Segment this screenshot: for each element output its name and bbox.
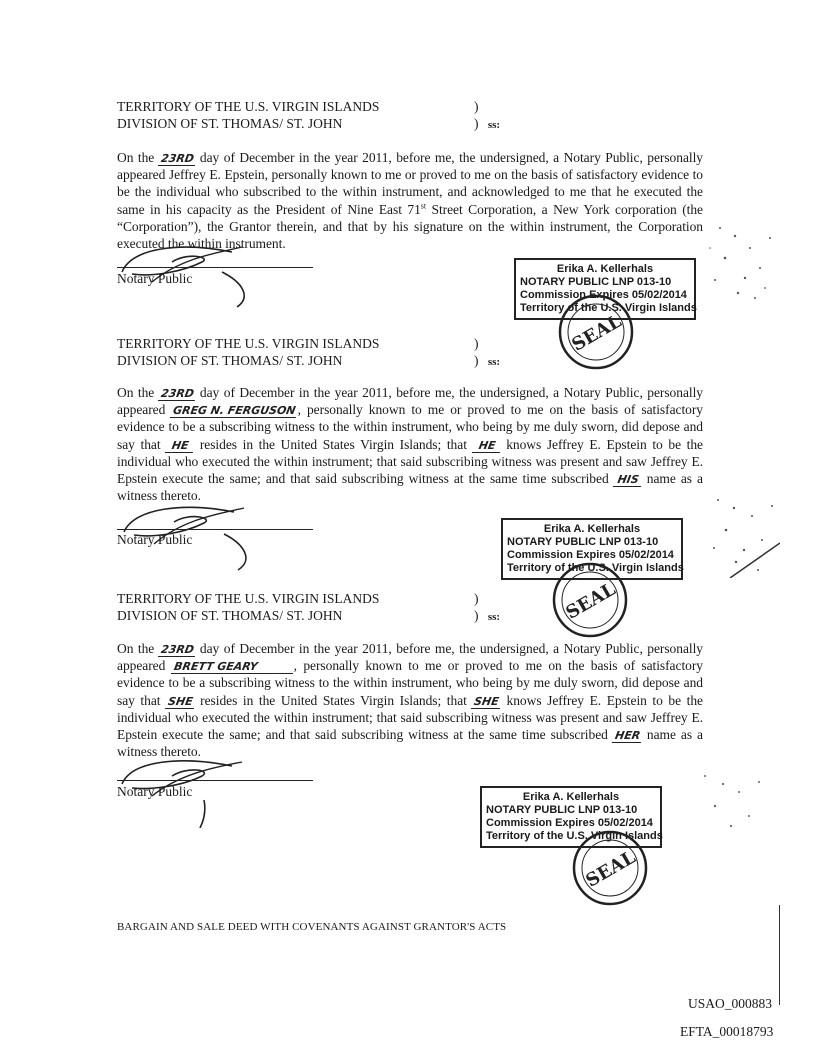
venue-territory: TERRITORY OF THE U.S. VIRGIN ISLANDS: [117, 591, 380, 606]
venue-territory: TERRITORY OF THE U.S. VIRGIN ISLANDS: [117, 336, 380, 351]
stamp-name: Erika A. Kellerhals: [556, 263, 654, 275]
handwritten-day: 23RD: [158, 644, 197, 657]
scan-edge-line: [779, 905, 780, 1005]
efta-number: EFTA_00018793: [680, 1024, 774, 1039]
para-text: name as a witness thereto.: [117, 727, 703, 760]
para-text: name as a witness thereto.: [117, 471, 703, 504]
para-text: Street Corporation, a New York corporation (the “Corporation”), the Grantor therein, and that by his signature on the within instrument, the Corporation executed the within instrument.: [117, 201, 703, 252]
handwritten-pronoun: SHE: [471, 696, 502, 709]
para-text: day of December in the year 2011, before me, the undersigned, a Notary Public, personally appeared: [117, 385, 703, 418]
acknowledgment-paragraph-1: [117, 149, 703, 252]
para-text: On the: [117, 150, 159, 165]
stamp-smudge-2: [690, 488, 780, 578]
notary-public-label-3: Notary Public: [117, 784, 193, 799]
witness-paragraph-1: [117, 384, 703, 504]
para-text: knows Jeffrey E. Epstein to be the individual who executed the within instrument; that said subscribing witness was present and saw Jeffrey E. Epstein execute the same; and that said subscribing witness at the same time subscribed: [117, 436, 703, 487]
stamp-name: Erika A. Kellerhals: [522, 791, 620, 803]
handwritten-pronoun: SHE: [165, 696, 196, 709]
para-text: resides in the United States Virgin Islands; that: [194, 436, 473, 452]
notary-seal-1: [556, 292, 636, 372]
handwritten-day: 23RD: [158, 388, 197, 401]
ss-label: ss:: [487, 611, 501, 623]
handwritten-witness-name: GREG N. FERGUSON: [170, 405, 299, 418]
venue-block-1: [117, 98, 379, 132]
ss-label: ss:: [487, 356, 501, 368]
seal-text: SEAL: [582, 846, 640, 892]
seal-text: SEAL: [562, 578, 620, 624]
stamp-territory: Territory of the U.S. Virgin Islands: [507, 562, 684, 574]
handwritten-day: 23RD: [158, 153, 197, 166]
notary-seal-2: [550, 560, 630, 640]
handwritten-witness-name: BRETT GEARY: [171, 661, 295, 674]
stamp-commission: Commission Expires 05/02/2014: [507, 549, 674, 561]
signature-line-1: [117, 267, 313, 268]
signature-line-3: [117, 780, 313, 781]
venue-paren-3: ) ) ss:: [474, 591, 501, 623]
para-text: day of December in the year 2011, before me, the undersigned, a Notary Public, personally appeared: [117, 641, 703, 674]
venue-division: DIVISION OF ST. THOMAS/ ST. JOHN: [117, 608, 343, 623]
signature-line-2: [117, 529, 313, 530]
document-title-footer: BARGAIN AND SALE DEED WITH COVENANTS AGAINST GRANTOR'S ACTS: [117, 921, 507, 933]
stamp-territory: Territory of the U.S. Virgin Islands: [520, 302, 697, 314]
para-text: , personally known to me or proved to me on the basis of satisfactory evidence to be a subscribing witness to the within instrument, who being by me duly sworn, did depose and say that: [117, 658, 703, 708]
handwritten-pronoun: HE: [471, 440, 501, 453]
handwritten-pronoun: HE: [165, 440, 195, 453]
stamp-license: NOTARY PUBLIC LNP 013-10: [520, 276, 672, 288]
para-text: On the: [117, 641, 159, 656]
venue-paren-1: ) ) ss:: [474, 99, 501, 131]
venue-paren-2: ) ) ss:: [474, 336, 501, 368]
notary-public-label-2: Notary Public: [117, 532, 193, 547]
venue-division: DIVISION OF ST. THOMAS/ ST. JOHN: [117, 116, 343, 131]
stamp-commission: Commission Expires 05/02/2014: [486, 817, 653, 829]
stamp-name: Erika A. Kellerhals: [543, 523, 641, 535]
stamp-license: NOTARY PUBLIC LNP 013-10: [486, 804, 638, 816]
ss-label: ss:: [487, 119, 501, 131]
venue-division: DIVISION OF ST. THOMAS/ ST. JOHN: [117, 353, 343, 368]
stamp-smudge-1: [690, 218, 780, 308]
ordinal-suffix: st: [420, 201, 427, 211]
stamp-smudge-3: [675, 762, 765, 852]
para-text: day of December in the year 2011, before me, the undersigned, a Notary Public, personally appeared Jeffrey E. Epstein, personally known to me or proved to me on the basis of satisfactory evidence to be the individual who subscribed to the within instrument, and acknowledged to me that he executed the same in his capacity as the President of Nine East 71: [117, 150, 703, 217]
notary-public-label-1: Notary Public: [117, 271, 193, 286]
venue-territory: TERRITORY OF THE U.S. VIRGIN ISLANDS: [117, 99, 380, 114]
stamp-commission: Commission Expires 05/02/2014: [520, 289, 687, 301]
handwritten-pronoun: HIS: [613, 474, 643, 487]
para-text: resides in the United States Virgin Islands; that: [194, 692, 473, 708]
para-text: knows Jeffrey E. Epstein to be the individual who executed the within instrument; that said subscribing witness was present and saw Jeffrey E. Epstein execute the same; and that said subscribing witness at the same time subscribed: [117, 692, 703, 743]
stamp-territory: Territory of the U.S. Virgin Islands: [486, 830, 663, 842]
stamp-license: NOTARY PUBLIC LNP 013-10: [507, 536, 659, 548]
seal-text: SEAL: [568, 310, 626, 356]
notary-seal-3: [570, 828, 650, 908]
venue-block-3: [117, 590, 379, 624]
venue-block-2: [117, 335, 379, 369]
bates-number: USAO_000883: [688, 996, 773, 1011]
witness-paragraph-2: [117, 640, 703, 760]
handwritten-pronoun: HER: [612, 730, 643, 743]
para-text: , personally known to me or proved to me on the basis of satisfactory evidence to be a subscribing witness to the within instrument, who being by me duly sworn, did depose and say that: [117, 402, 703, 452]
para-text: On the: [117, 385, 159, 400]
